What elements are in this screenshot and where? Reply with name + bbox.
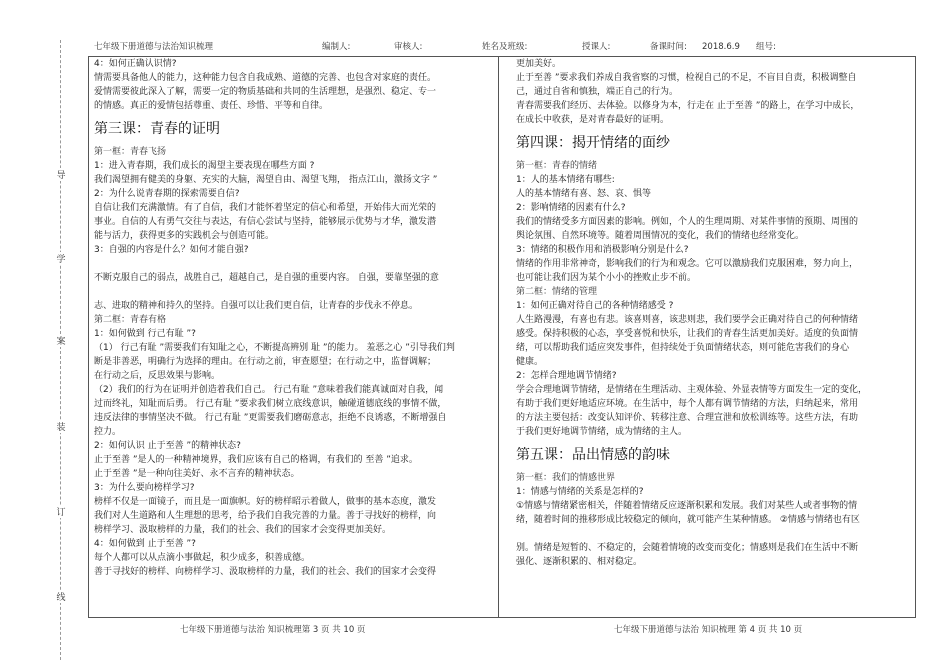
text-line: 2：影响情绪的因素有什么? xyxy=(516,203,626,213)
text-line: 在成长中收获，是对青春最好的证明。 xyxy=(516,115,670,125)
text-line: 榜样学习、汲取榜样的力量，我们的社会、我们的国家才会变得更加美好。 xyxy=(94,525,392,535)
line-gap xyxy=(516,527,896,541)
subsection-heading: 第二框：情绪的管理 xyxy=(516,287,598,297)
text-line: 1：情感与情绪的关系是怎样的? xyxy=(516,487,644,497)
prep-time-label: 备课时间: xyxy=(650,42,687,52)
text-line: 1：人的基本情绪有哪些: xyxy=(516,175,615,185)
doc-title: 七年级下册道德与法治知识梳理 xyxy=(94,42,214,52)
line-gap xyxy=(94,285,474,299)
name-class-label: 姓名及班级: xyxy=(482,42,528,52)
binding-char: 装 xyxy=(55,420,67,433)
text-line: 不断克服自己的弱点，战胜自己，超越自己，是自强的重要内容。 自强，要靠坚强的意 xyxy=(94,273,439,283)
text-line: 别。情绪是短暂的、不稳定的，会随着情境的改变而变化；情感则是我们在生活中不断 xyxy=(516,543,859,553)
text-line: 人的基本情绪有喜、怒、哀、惧等 xyxy=(516,189,652,199)
text-line: 爱情需要彼此深入了解，需要一定的物质基础和共同的生活理想，是强烈、稳定、专一 xyxy=(94,87,437,97)
text-line: 的情感。真正的爱情包括尊重、责任、珍惜、平等和自律。 xyxy=(94,101,329,111)
text-line: 控力。 xyxy=(94,427,122,437)
text-line: 绪，可以帮助我们适应突发事件，但持续处于负面情绪状态，则可能危害我们的身心 xyxy=(516,343,850,353)
text-line: 绪，随着时间的推移形成比较稳定的倾向，就可能产生某种情感。 ②情感与情绪也有区 xyxy=(516,515,860,525)
text-line: 3：自强的内容是什么？如何才能自强? xyxy=(94,245,249,255)
text-line: 1：如何做到 行己有耻 ”? xyxy=(94,329,196,339)
text-line: 3：为什么要向榜样学习? xyxy=(94,483,195,493)
binding-dashed-line xyxy=(60,40,61,660)
text-line: 4：如何做到 止于至善 ”? xyxy=(94,539,196,549)
text-line: 能与活力，获得更多的实践机会与创造可能。 xyxy=(94,231,275,241)
text-line: 3：情绪的积极作用和消极影响分别是什么? xyxy=(516,245,689,255)
text-line: 1：如何正确对待自己的各种情绪感受 ? xyxy=(516,301,674,311)
text-line: 人生路漫漫，有喜也有悲。该喜则喜，该悲则悲，我们要学会正确对待自己的何种情绪 xyxy=(516,315,859,325)
footer-right: 七年级下册道德与法治 知识梳理 第 4 页 共 10 页 xyxy=(614,625,803,635)
binding-char: 导 xyxy=(55,168,67,181)
reviewer-label: 审核人: xyxy=(394,42,423,52)
left-column xyxy=(94,57,474,579)
text-line: 每个人都可以从点滴小事做起，积少成多，积善成德。 xyxy=(94,553,311,563)
subsection-heading: 第一框：青春飞扬 xyxy=(94,147,167,157)
text-line: 违反法律的事情坚决不做。 行己有耻 ”更需要我们磨砺意志，拒绝不良诱惑，不断增强自 xyxy=(94,413,447,423)
text-line: 断是非善恶，明确行为选择的理由。在行动之前，审查愿望；在行动之中，监督调解； xyxy=(94,357,437,367)
text-line: 我们对人生道路和人生理想的思考，给予我们自我完善的力量。善于寻找好的榜样，向 xyxy=(94,511,437,521)
subsection-heading: 第一框：我们的情感世界 xyxy=(516,473,616,483)
text-line: 的方法主要包括：改变认知评价、转移注意、合理宣泄和放松训练等。这些方法，有助 xyxy=(516,413,859,423)
line-gap xyxy=(94,257,474,271)
text-line: 情绪的作用非常神奇，影响我们的行为和观念。它可以激励我们克服困难，努力向上， xyxy=(516,259,859,269)
text-line: 于我们更好地调节情绪，成为情绪的主人。 xyxy=(516,427,688,437)
text-line: 情需要具备他人的能力，这种能力包含自我成熟、道德的完善、也包含对家庭的责任。 xyxy=(94,73,437,83)
text-line: 青春需要我们经历、去体验。以修身为本，行走在 止于至善 ”的路上，在学习中成长， xyxy=(516,101,860,111)
text-line: 1：进入青春期，我们成长的渴望主要表现在哪些方面 ? xyxy=(94,161,315,171)
text-line: 榜样不仅是一面镜子，而且是一面旗帜。好的榜样昭示着做人，做事的基本态度，激发 xyxy=(94,497,437,507)
text-line: 善于寻找好的榜样、向榜样学习、汲取榜样的力量，我们的社会、我们的国家才会变得 xyxy=(94,567,437,577)
binding-char: 订 xyxy=(55,505,67,518)
teacher-label: 授课人: xyxy=(582,42,611,52)
text-line: 学会合理地调节情绪，是情绪在生理活动、主观体验、外显表情等方面发生一定的变化， xyxy=(516,385,868,395)
text-line: 志、进取的精神和持久的坚持。自强可以让我们更自信，让青春的步伐永不停息。 xyxy=(94,301,419,311)
text-line: 更加美好。 xyxy=(516,59,562,69)
text-line: 舆论氛围、自然环境等。随着周围情况的变化，我们的情绪也经常变化。 xyxy=(516,231,805,241)
group-label: 组号: xyxy=(756,42,776,52)
text-line: 己，通过自省和慎独，端正自己的行为。 xyxy=(516,87,679,97)
left-border xyxy=(88,56,89,617)
binding-char: 案 xyxy=(55,334,67,347)
text-line: 2：如何认识 止于至善 ”的精神状态? xyxy=(94,441,241,451)
binding-char: 线 xyxy=(55,590,67,603)
bottom-border xyxy=(88,617,916,618)
center-divider xyxy=(498,56,499,617)
text-line: 强化、逐渐积累的、相对稳定。 xyxy=(516,557,643,567)
page-header xyxy=(94,40,914,54)
text-line: 健康。 xyxy=(516,357,544,367)
text-line: 过而终礼，知耻而后勇。 行己有耻 ”要求我们树立底线意识，触碰道德底线的事情不做， xyxy=(94,399,447,409)
text-line: 4：如何正确认识情? xyxy=(94,59,177,69)
text-line: 止于至善 ”是一种向往美好、永不言弃的精神状态。 xyxy=(94,469,300,479)
right-border xyxy=(915,56,916,617)
section-heading: 第三课：青春的证明 xyxy=(94,121,220,137)
section-heading: 第五课：品出情感的韵味 xyxy=(516,447,670,463)
editor-label: 编制人: xyxy=(322,42,351,52)
text-line: 在行动之后，反思效果与影响。 xyxy=(94,371,221,381)
text-line: 也可能让我们因为某个小小的挫败止步不前。 xyxy=(516,273,697,283)
text-line: 我们渴望拥有健美的身躯、充实的大脑，渴望自由、渴望飞翔， 指点江山，激扬文字 ” xyxy=(94,175,438,185)
prep-date: 2018.6.9 xyxy=(702,42,740,52)
text-line: （1） 行己有耻 ”需要我们有知耻之心，不断提高辨别 耻 ”的能力。 羞恶之心 ”引导我们判 xyxy=(94,343,455,353)
footer-left: 七年级下册道德与法治 知识梳理第 3 页 共 10 页 xyxy=(180,625,366,635)
text-line: 我们的情绪受多方面因素的影响。例如，个人的生理周期、对某件事情的预期、周围的 xyxy=(516,217,859,227)
right-column xyxy=(516,57,896,569)
binding-char: 学 xyxy=(55,252,67,265)
subsection-heading: 第一框：青春的情绪 xyxy=(516,161,598,171)
text-line: 感受。保持积极的心态，享受喜悦和快乐，让我们的青春生活更加美好。适度的负面情 xyxy=(516,329,859,339)
text-line: 止于至善 ”要求我们养成自我省察的习惯，检视自己的不足，不盲目自责，积极调整自 xyxy=(516,73,857,83)
text-line: ①情感与情绪紧密相关，伴随着情绪反应逐渐积累和发展。我们对某些人或者事物的情 xyxy=(516,501,858,511)
text-line: 止于至善 ”是人的一种精神境界，我们应该有自己的格调，有我们的 至善 ”追求。 xyxy=(94,455,418,465)
text-line: 自信让我们充满激情。有了自信，我们才能怀着坚定的信心和希望，开始伟大而光荣的 xyxy=(94,203,437,213)
subsection-heading: 第二框：青春有格 xyxy=(94,315,167,325)
text-line: 事业。自信的人有勇气交往与表达，有信心尝试与坚持，能够展示优势与才华，激发潜 xyxy=(94,217,437,227)
text-line: 2：为什么说青春期的探索需要自信? xyxy=(94,189,240,199)
text-line: 2：怎样合理地调节情绪? xyxy=(516,371,617,381)
section-heading: 第四课：揭开情绪的面纱 xyxy=(516,135,670,151)
text-line: （2）我们的行为在证明并创造着我们自己。 行己有耻 ”意味着我们能真诚面对自我，闻 xyxy=(94,385,444,395)
text-line: 有助于我们更好地适应环境。在生活中，每个人都有调节情绪的方法，归纳起来，常用 xyxy=(516,399,859,409)
